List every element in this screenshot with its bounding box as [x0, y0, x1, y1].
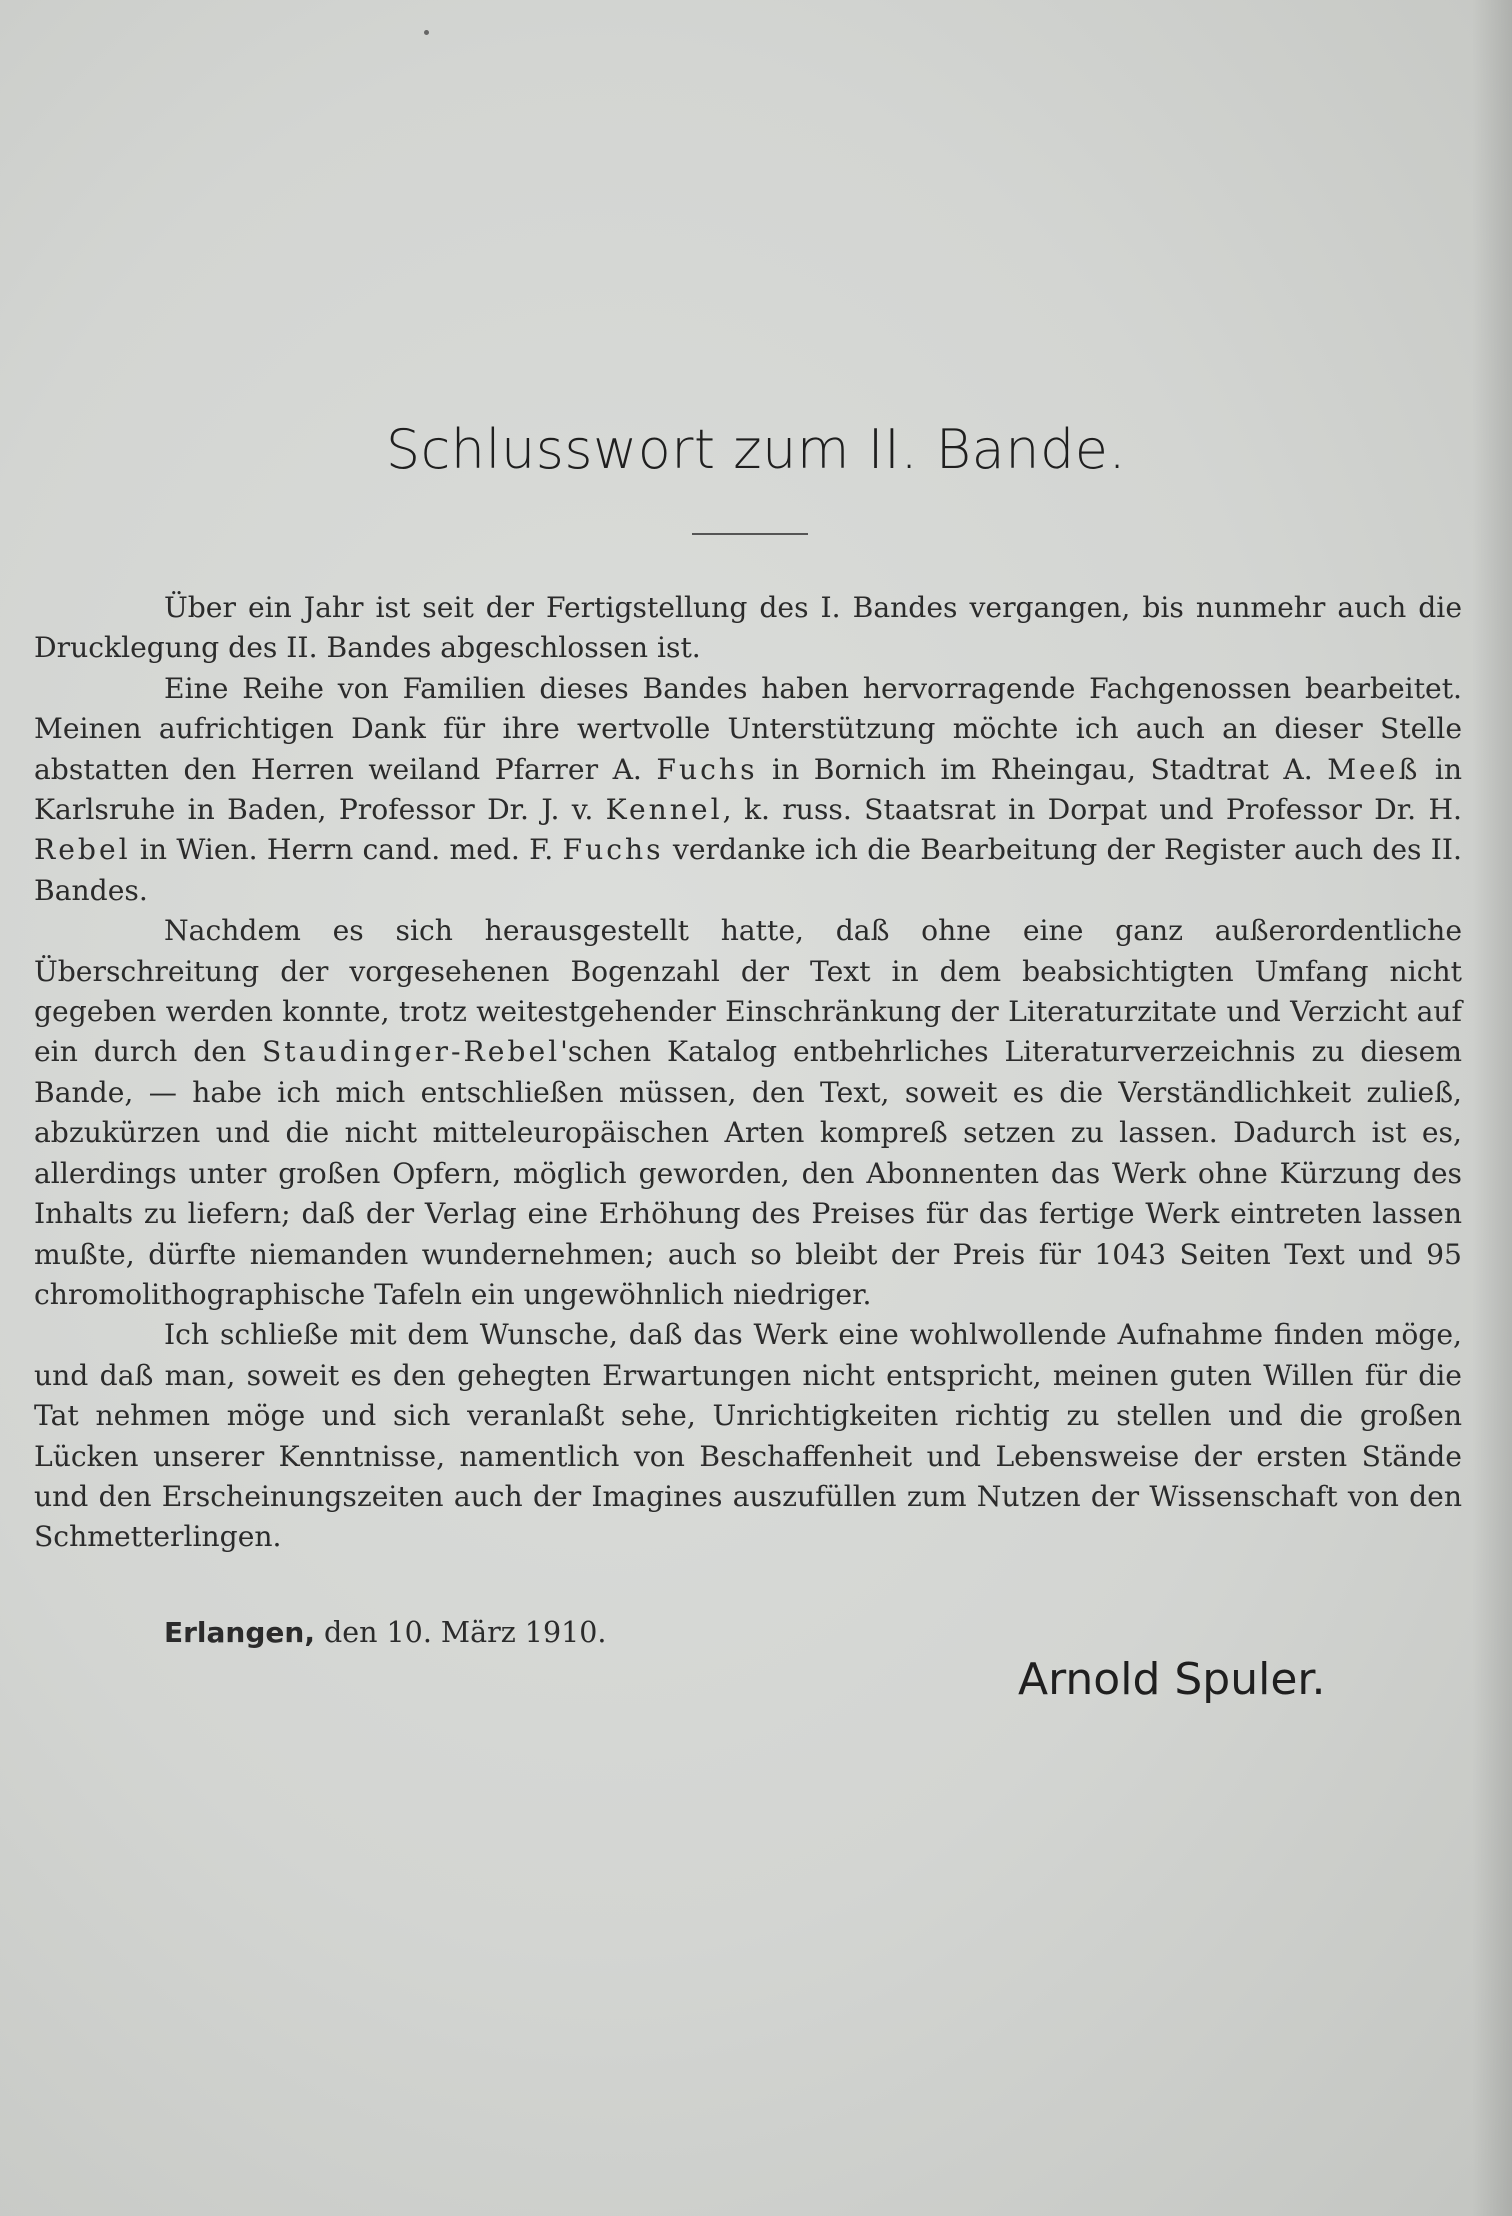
page-edge-shadow — [1472, 0, 1512, 2216]
place-name: Erlangen, — [164, 1616, 315, 1649]
author-signature: Arnold Spuler. — [1018, 1654, 1326, 1705]
paragraph-3 — [34, 911, 1462, 1315]
page-title: Schlusswort zum II. Bande. — [385, 418, 1127, 481]
title-divider — [692, 533, 808, 535]
paragraph-2 — [34, 669, 1462, 911]
paragraph-2-text-2: in Bornich im Rheingau, Stadtrat A. — [757, 752, 1328, 786]
place-date-line — [164, 1616, 606, 1649]
paragraph-1: Über ein Jahr ist seit der Fertigstellung des I. Bandes vergangen, bis nunmehr auch die Drucklegung des II. Bandes abgeschlossen ist. — [34, 591, 1462, 665]
paragraph-4: Ich schließe mit dem Wunsche, daß das Werk eine wohlwollende Aufnahme finden möge, und daß man, soweit es den gehegten Erwartungen nicht entspricht, meinen guten Willen für die Tat nehmen möge und sich veranlaßt sehe, Unrichtigkeiten richtig zu stellen und die großen Lücken unserer Kenntnisse, namentlich von Beschaffenheit und Lebensweise der ersten Stände und den Erscheinungszeiten auch der Imagines auszufüllen zum Nutzen der Wissenschaft von den Schmetterlingen. — [34, 1318, 1462, 1554]
paragraph-2-text-5: in Wien. Herrn cand. med. F. — [130, 833, 563, 867]
body-text — [34, 588, 1462, 1558]
person-name-rebel: Rebel — [34, 833, 131, 867]
paragraph-3-text-2: 'schen Katalog entbehrliches Literaturverzeichnis zu diesem Bande, — habe ich mich entschließen müssen, den Text, soweit es die Verständlichkeit zuließ, abzukürzen und die nicht mitteleuropäischen Arten kompreß setzen zu lassen. Dadurch ist es, allerdings unter großen Opfern, möglich geworden, den Abonnenten das Werk ohne Kürzung des Inhalts zu liefern; daß der Verlag eine Erhöhung des Preises für das fertige Werk eintreten lassen mußte, dürfte niemanden wundernehmen; auch so bleibt der Preis für 1043 Seiten Text und 95 chromolithographische Tafeln ein ungewöhnlich niedriger. — [34, 1035, 1462, 1311]
catalog-name-staudinger-rebel: Staudinger-Rebel — [261, 1035, 561, 1069]
person-name-meess: Meeß — [1327, 752, 1421, 786]
paragraph-2-text-4: , k. russ. Staatsrat in Dorpat und Professor Dr. H. — [722, 793, 1462, 827]
paragraph-2-text-1: Eine Reihe von Familien dieses Bandes haben hervorragende Fachgenossen bearbeitet. Meinen aufrichtigen Dank für ihre wertvolle Unterstützung möchte ich auch an dieser Stelle abstatten den Herren weiland Pfarrer A. — [34, 671, 1462, 786]
person-name-kennel: Kennel — [605, 793, 723, 827]
person-name-f-fuchs: Fuchs — [562, 833, 664, 867]
person-name-fuchs: Fuchs — [656, 752, 758, 786]
paragraph-3-text-1: Nachdem es sich herausgestellt hatte, daß ohne eine ganz außerordentliche Überschreitung der vorgesehenen Bogenzahl der Text in dem beabsichtigten Umfang nicht gegeben werden konnte, trotz weitestgehender Einschränkung der Literaturzitate und Verzicht auf ein durch den — [34, 914, 1462, 1069]
paragraph-2-text-6: verdanke ich die Bearbeitung der Register auch des II. Bandes. — [34, 833, 1462, 907]
paragraph-2-text-3: in Karlsruhe in Baden, Professor Dr. J. v. — [34, 752, 1462, 827]
date-text: den 10. März 1910. — [314, 1616, 607, 1649]
print-speck — [424, 30, 429, 35]
